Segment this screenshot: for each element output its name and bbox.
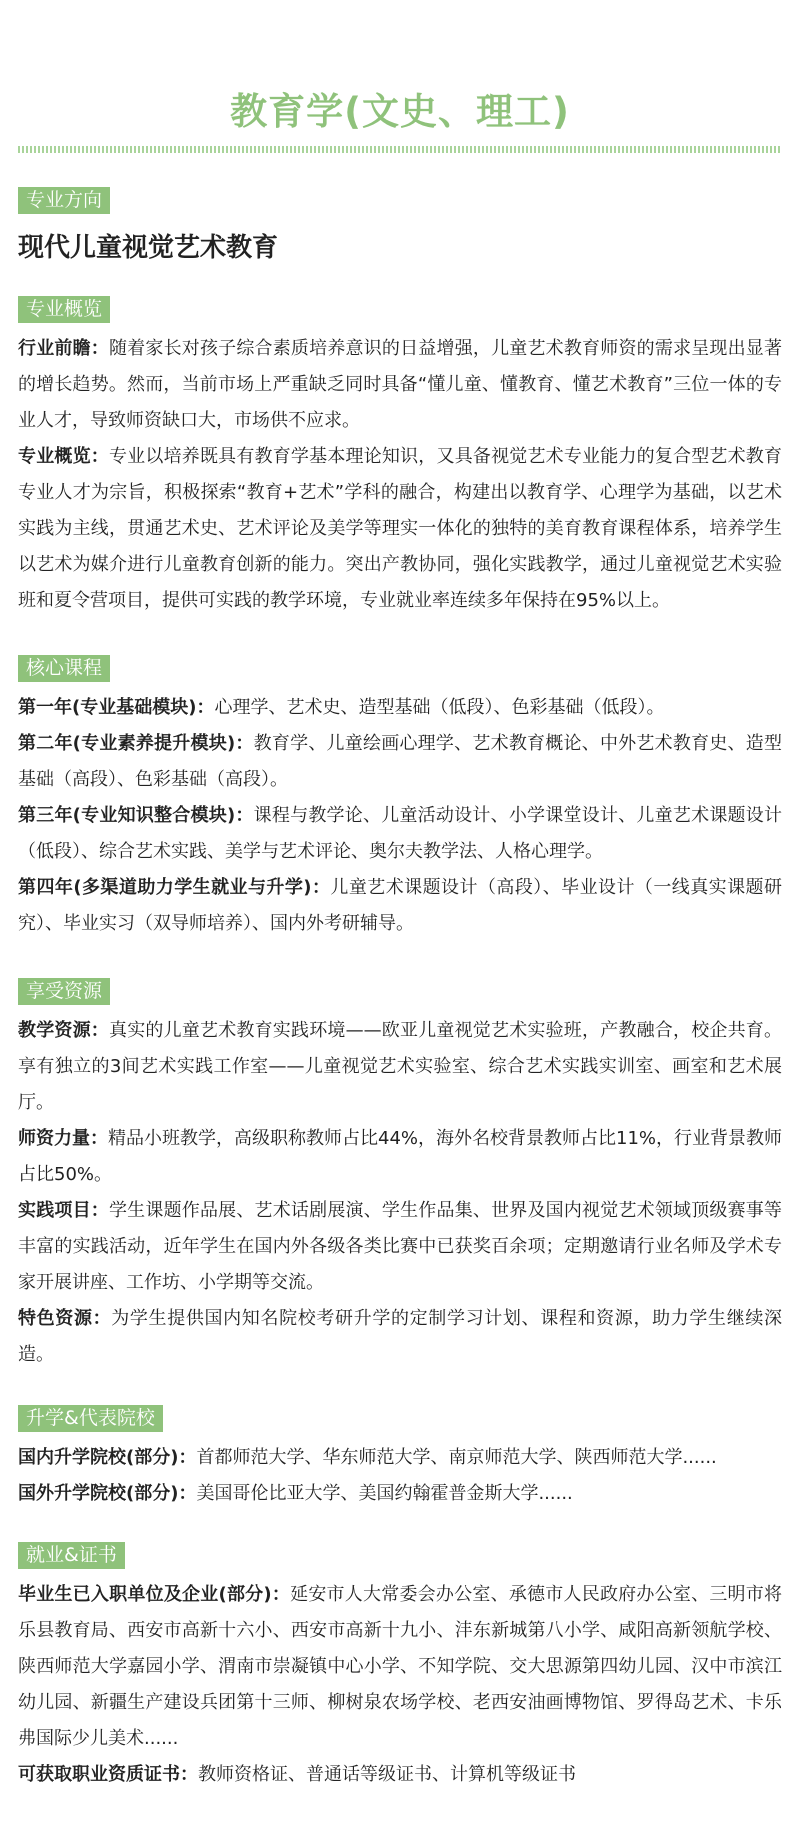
resource-item: 特色资源：为学生提供国内知名院校考研升学的定制学习计划、课程和资源，助力学生继续深造。 [18,1308,782,1365]
career-section [18,1577,782,1793]
course-item: 第三年(专业知识整合模块)：课程与教学论、儿童活动设计、小学课堂设计、儿童艺术课题设计（低段）、综合艺术实践、美学与艺术评论、奥尔夫教学法、人格心理学。 [18,805,783,862]
courses-section [18,690,782,942]
career-item: 可获取职业资质证书：教师资格证、普通话等级证书、计算机等级证书 [18,1764,576,1785]
tag-direction: 专业方向 [18,187,110,214]
schools-section [18,1440,782,1512]
overview-item: 专业概览：专业以培养既具有教育学基本理论知识，又具备视觉艺术专业能力的复合型艺术教育专业人才为宗旨，积极探索“教育+艺术”学科的融合，构建出以教育学、心理学为基础，以艺术实践为主线，贯通艺术史、艺术评论及美学等理实一体化的独特的美育教育课程体系，培养学生以艺术为媒介进行儿童教育创新的能力。突出产教协同，强化实践教学，通过儿童视觉艺术实验班和夏令营项目，提供可实践的教学环境，专业就业率连续多年保持在95%以上。 [18,446,783,611]
overview-item: 行业前瞻：随着家长对孩子综合素质培养意识的日益增强，儿童艺术教育师资的需求呈现出显著的增长趋势。然而，当前市场上严重缺乏同时具备“懂儿童、懂教育、懂艺术教育”三位一体的专业人才，导致师资缺口大，市场供不应求。 [18,338,783,431]
tag-resources: 享受资源 [18,978,110,1005]
course-item: 第四年(多渠道助力学生就业与升学)：儿童艺术课题设计（高段）、毕业设计（一线真实课题研究）、毕业实习（双导师培养）、国内外考研辅导。 [18,877,783,934]
resource-item: 实践项目：学生课题作品展、艺术话剧展演、学生作品集、世界及国内视觉艺术领域顶级赛事等丰富的实践活动，近年学生在国内外各级各类比赛中已获奖百余项；定期邀请行业名师及学术专家开展讲座、工作坊、小学期等交流。 [18,1200,783,1293]
major-name: 现代儿童视觉艺术教育 [18,233,279,263]
resources-section [18,1013,782,1373]
overview-section [18,331,782,619]
course-item: 第二年(专业素养提升模块)：教育学、儿童绘画心理学、艺术教育概论、中外艺术教育史、造型基础（高段）、色彩基础（高段）。 [18,733,783,790]
resource-item: 师资力量：精品小班教学，高级职称教师占比44%，海外名校背景教师占比11%，行业背景教师占比50%。 [18,1128,783,1185]
page-title: 教育学(文史、理工) [230,90,570,133]
career-item: 毕业生已入职单位及企业(部分)：延安市人大常委会办公室、承德市人民政府办公室、三明市将乐县教育局、西安市高新十六小、西安市高新十九小、沣东新城第八小学、咸阳高新领航学校、陕西师范大学嘉园小学、渭南市崇凝镇中心小学、不知学院、交大思源第四幼儿园、汉中市滨江幼儿园、新疆生产建设兵团第十三师、柳树泉农场学校、老西安油画博物馆、罗得岛艺术、卡乐弗国际少儿美术...... [18,1584,783,1749]
tag-courses: 核心课程 [18,655,110,682]
school-item: 国外升学院校(部分)：美国哥伦比亚大学、美国约翰霍普金斯大学...... [18,1483,573,1504]
course-item: 第一年(专业基础模块)：心理学、艺术史、造型基础（低段）、色彩基础（低段）。 [18,697,665,718]
tag-overview: 专业概览 [18,296,110,323]
school-item: 国内升学院校(部分)：首都师范大学、华东师范大学、南京师范大学、陕西师范大学...... [18,1447,717,1468]
resource-item: 教学资源：真实的儿童艺术教育实践环境——欧亚儿童视觉艺术实验班，产教融合，校企共育。享有独立的3间艺术实践工作室——儿童视觉艺术实验室、综合艺术实践实训室、画室和艺术展厅。 [18,1020,782,1113]
tag-schools: 升学&代表院校 [18,1405,163,1432]
title-divider [18,146,782,153]
tag-career: 就业&证书 [18,1542,125,1569]
